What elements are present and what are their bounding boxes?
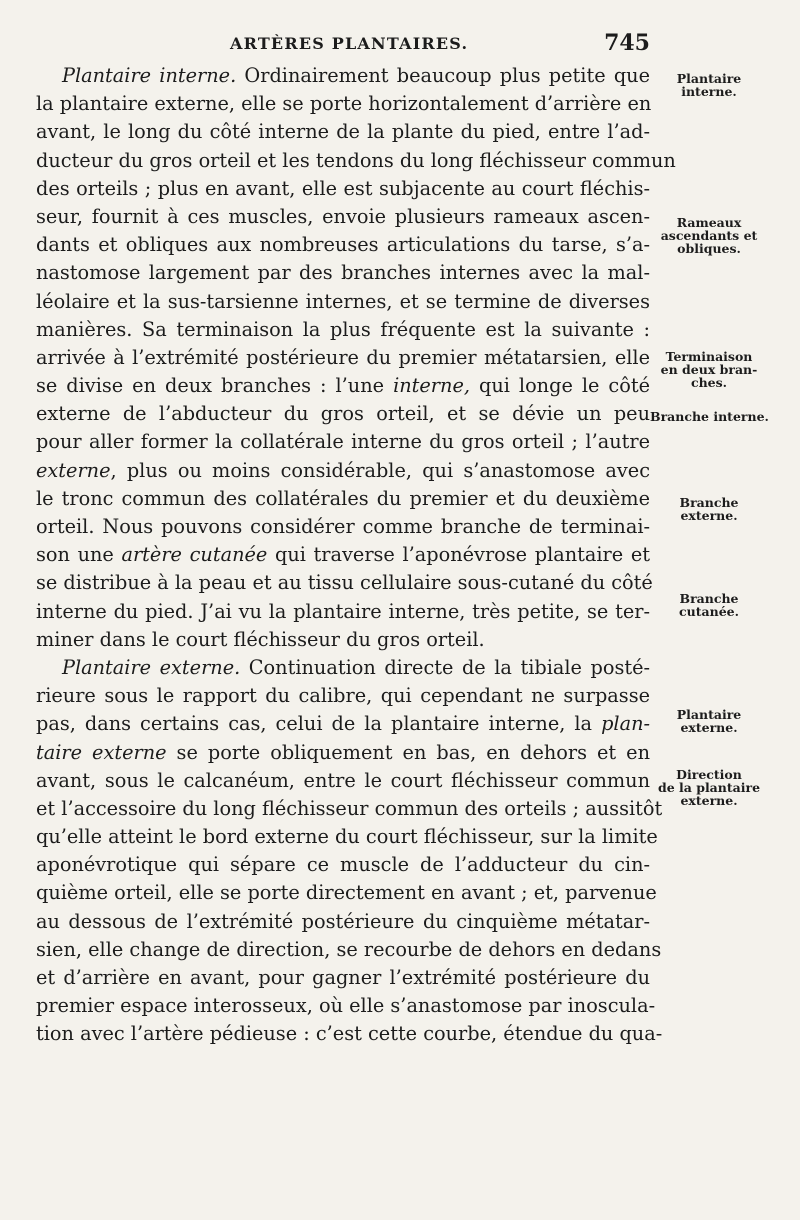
text-line: le tronc commun des collatérales du premier et du deuxième — [36, 486, 650, 510]
margin-note-line: cutanée. — [679, 604, 739, 619]
margin-note-line: Branche — [679, 495, 739, 510]
italic-text: artère cutanée — [121, 543, 268, 567]
margin-note-branche-externe — [650, 496, 768, 522]
text-line — [36, 710, 650, 738]
text-line: ducteur du gros orteil et les tendons du long fléchisseur commun — [36, 148, 676, 172]
margin-note-plantaire-externe — [650, 708, 768, 734]
margin-note-line: Terminaison — [665, 349, 753, 364]
text-line: externe de l’abducteur du gros orteil, et se dévie un peu — [36, 402, 650, 426]
text-line: qu’elle atteint le bord externe du court fléchisseur, sur la limite — [36, 825, 658, 849]
italic-text: Plantaire externe. — [62, 655, 241, 679]
page-number: 745 — [604, 30, 650, 56]
text-line: des orteils ; plus en avant, elle est subjacente au court fléchis- — [36, 176, 650, 200]
text-line: se distribue à la peau et au tissu cellulaire sous-cutané du côté — [36, 571, 653, 595]
margin-note-rameaux — [650, 216, 768, 255]
margin-note-line: externe. — [680, 508, 738, 523]
text-segment: qui traverse l’aponévrose plantaire et — [267, 543, 650, 567]
text-segment: se divise en deux branches : l’une — [36, 374, 394, 398]
text-line: léolaire et la sus-tarsienne internes, et se termine de diverses — [36, 289, 650, 313]
text-line — [36, 372, 650, 400]
text-segment: qui longe le côté — [469, 374, 650, 398]
text-segment: pas, dans certains cas, celui de la plantaire interne, la — [36, 712, 602, 736]
text-segment: Ordinairement beaucoup plus petite que — [236, 64, 650, 87]
text-line: avant, sous le calcanéum, entre le court fléchisseur commun — [36, 768, 650, 792]
margin-note-branche-cutanee — [650, 592, 768, 618]
text-line: sien, elle change de direction, se recourbe de dehors en dedans — [36, 937, 662, 961]
margin-note-plantaire-interne — [650, 72, 768, 98]
text-line: aponévrotique qui sépare ce muscle de l’adducteur du cin- — [36, 853, 650, 877]
text-line: interne du pied. J’ai vu la plantaire interne, très petite, se ter- — [36, 599, 650, 623]
margin-note-line: Plantaire — [676, 707, 742, 722]
text-line: nastomose largement par des branches internes avec la mal- — [36, 261, 650, 285]
text-line — [36, 62, 650, 90]
margin-note-line: obliques. — [677, 241, 741, 256]
text-segment: son une — [36, 543, 122, 567]
text-line — [36, 457, 650, 485]
italic-text: taire externe — [36, 740, 167, 764]
text-line: dants et obliques aux nombreuses articulations du tarse, s’a- — [36, 233, 650, 257]
page-header — [230, 30, 650, 60]
italic-text: Plantaire interne. — [62, 64, 237, 87]
text-segment: , plus ou moins considérable, qui s’anastomose avec — [110, 458, 650, 482]
margin-note-line: de la plantaire — [657, 780, 761, 795]
text-line: la plantaire externe, elle se porte horizontalement d’arrière en — [36, 92, 652, 116]
text-line: miner dans le court fléchisseur du gros orteil. — [36, 627, 485, 651]
text-line: orteil. Nous pouvons considérer comme branche de terminai- — [36, 515, 650, 538]
text-line: avant, le long du côté interne de la plante du pied, entre l’ad- — [36, 120, 650, 144]
text-line: et d’arrière en avant, pour gagner l’extrémité postérieure du — [36, 966, 650, 989]
italic-text: externe — [36, 458, 111, 482]
running-title: ARTÈRES PLANTAIRES. — [230, 34, 469, 53]
text-line — [36, 739, 650, 767]
text-line: arrivée à l’extrémité postérieure du premier métatarsien, elle — [36, 345, 650, 369]
margin-note-line: ascendants et — [660, 228, 758, 243]
margin-note-line: Rameaux — [676, 215, 742, 230]
margin-note-terminaison — [650, 350, 768, 389]
margin-note-line: externe. — [680, 793, 738, 808]
margin-note-branche-interne — [650, 410, 768, 423]
text-segment: Continuation directe de la tibiale posté- — [240, 655, 651, 679]
margin-note-direction — [650, 768, 768, 807]
italic-text: interne, — [393, 374, 470, 398]
text-line: manières. Sa terminaison la plus fréquente est la suivante : — [36, 317, 650, 341]
margin-note-line: ches. — [690, 375, 728, 390]
text-line: rieure sous le rapport du calibre, qui cependant ne surpasse — [36, 684, 650, 708]
text-line: seur, fournit à ces muscles, envoie plusieurs rameaux ascen- — [36, 204, 650, 228]
margin-note-line: interne. — [681, 84, 737, 99]
text-line: pour aller former la collatérale interne du gros orteil ; l’autre — [36, 430, 650, 454]
margin-note-line: Branche interne. — [650, 409, 769, 424]
main-text-block — [36, 62, 676, 1049]
text-segment: se porte obliquement en bas, en dehors et en — [166, 740, 650, 764]
text-line — [36, 541, 650, 569]
margin-note-line: en deux bran- — [660, 362, 758, 377]
text-line: au dessous de l’extrémité postérieure du cinquième métatar- — [36, 909, 650, 933]
text-line: premier espace interosseux, où elle s’anastomose par inoscula- — [36, 994, 656, 1018]
text-line: et l’accessoire du long fléchisseur commun des orteils ; aussitôt — [36, 796, 663, 820]
text-line — [36, 654, 650, 682]
margin-note-line: externe. — [680, 720, 738, 735]
margin-note-line: Direction — [676, 767, 742, 782]
text-line: quième orteil, elle se porte directement en avant ; et, parvenue — [36, 881, 657, 905]
text-line: tion avec l’artère pédieuse : c’est cette courbe, étendue du qua- — [36, 1022, 663, 1046]
margin-note-line: Plantaire — [676, 71, 742, 86]
margin-note-line: Branche — [679, 591, 739, 606]
italic-text: plan- — [601, 712, 650, 736]
